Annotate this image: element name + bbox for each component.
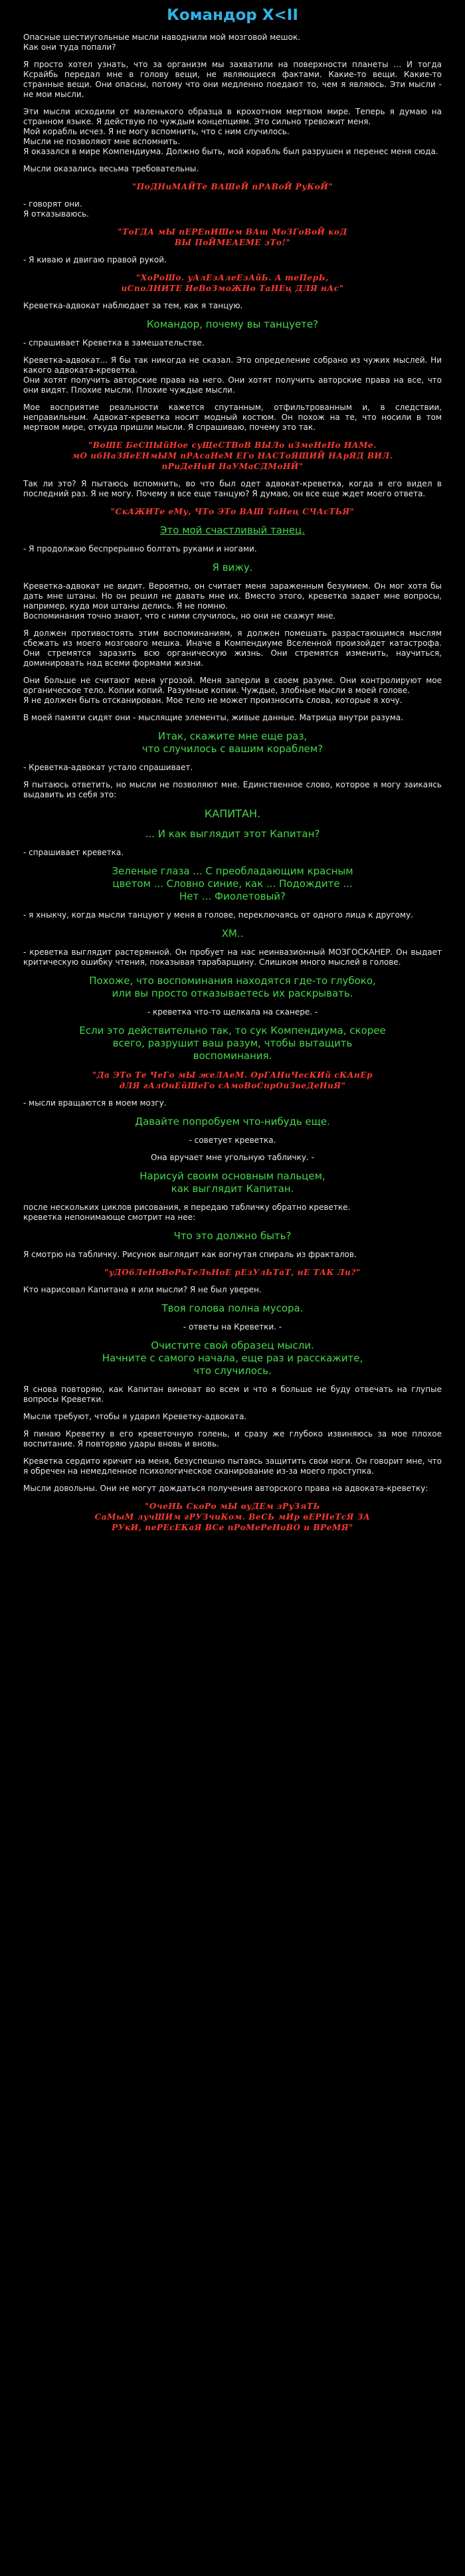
text-line: креветка непонимающе смотрит на нее: bbox=[23, 1213, 196, 1222]
text-line: после нескольких циклов рисования, я передаю табличку обратно креветке. bbox=[23, 1203, 351, 1212]
text-line: Она вручает мне угольную табличку. - bbox=[151, 1153, 314, 1162]
text-line: мО ибНаЗЯеЕНмЫМ пРАсаНеМ ЕГо НАСТоЯЩИЙ НАрЯД ВИЛ. bbox=[72, 451, 393, 460]
text-line: Мое восприятие реальности кажется спутанным, отфильтрованным и, в следствии, неправильным. Адвокат-креветка носит модный костюм. Он похож на те, что носили в том мертвом мире, откуда пришли мысли. Я спрашиваю, почему это так. bbox=[23, 403, 442, 432]
text-line: Я снова повторяю, как Капитан виноват во всем и что я больше не буду отвечать на глупые вопросы Креветки. bbox=[23, 1385, 442, 1404]
dialogue-speech bbox=[23, 1302, 442, 1315]
text-line: "ВоШЕ БеСПЫйНое суЩеСТВоВ ВЫЛо иЗмеНеНо НАМе. bbox=[88, 441, 377, 450]
narration-paragraph bbox=[23, 848, 442, 858]
narration-paragraph bbox=[23, 199, 442, 219]
text-line: Мысли довольны. Они не могут дождаться получения авторского права на адвоката-креветку: bbox=[23, 1484, 428, 1493]
thought-speech bbox=[23, 1267, 442, 1278]
dialogue-speech bbox=[23, 1170, 442, 1195]
text-line: Мысли не позволяют мне вспомнить. bbox=[23, 137, 181, 146]
text-line: Они больше не считают меня угрозой. Меня заперли в своем разуме. Они контролируют мое органическое тело. Копии копий. Разумные копии. Чуждые, злобные мысли в моей голове. bbox=[23, 676, 442, 695]
narration-paragraph bbox=[23, 947, 442, 967]
narration-paragraph bbox=[23, 1098, 442, 1108]
text-line: Эти мысли исходили от маленького образца в крохотном мертвом мире. Теперь я думаю на странном языке. Я действую по чуждым концепциям. Это сильно тревожит меня. bbox=[23, 107, 442, 126]
text-line: Кто нарисовал Капитана я или мысли? Я не был уверен. bbox=[23, 1285, 262, 1294]
text-line: - Я киваю и двигаю правой рукой. bbox=[23, 255, 167, 264]
dialogue-speech bbox=[23, 1025, 442, 1062]
narration-paragraph bbox=[23, 255, 442, 265]
text-line: Очистите свой образец мысли. bbox=[151, 1339, 314, 1351]
thought-speech bbox=[23, 1070, 442, 1091]
thought-speech bbox=[23, 272, 442, 294]
text-line: Я должен противостоять этим воспоминаниям, я должен помешать разрастающимся мыслям сбежать из моего мозгового мешка. Иначе в Компендиуме Вселенной произойдет катастрофа. Они стремятся заразить всю органическую жизнь. Они стремятся изменить, научиться, доминировать над всеми формами жизни. bbox=[23, 629, 442, 668]
narration-paragraph bbox=[23, 33, 442, 52]
thought-speech bbox=[23, 227, 442, 248]
dialogue-speech bbox=[23, 828, 442, 841]
dialogue-speech bbox=[23, 730, 442, 755]
narration-paragraph bbox=[23, 910, 442, 920]
text-line: Твоя голова полна мусора. bbox=[161, 1302, 304, 1314]
text-line: Опасные шестиугольные мысли наводнили мой мозговой мешок. bbox=[23, 33, 301, 42]
text-line: - говорят они. bbox=[23, 199, 82, 209]
narration-paragraph bbox=[23, 355, 442, 395]
narration-paragraph bbox=[23, 1285, 442, 1295]
text-line: Я оказался в мире Компендиума. Должно быть, мой корабль был разрушен и перенес меня сюда. bbox=[23, 147, 438, 156]
dialogue-speech bbox=[23, 561, 442, 574]
text-line: "Да ЭТо Те ЧеГо мЫ жеЛАеМ. ОрГАНиЧесКИй сКАнЕр bbox=[92, 1070, 373, 1080]
text-line: или вы просто отказываетесь их раскрывать. bbox=[112, 987, 353, 999]
narration-paragraph bbox=[23, 479, 442, 499]
text-line: ВЫ ПоЙМЕАЕМЕ эТо!" bbox=[174, 238, 291, 247]
dialogue-speech bbox=[23, 1116, 442, 1128]
text-line: Похоже, что воспоминания находятся где-то глубоко, bbox=[89, 975, 376, 987]
text-line: Я пытаюсь ответить, но мысли не позволяют мне. Единственное слово, которое я могу заикаясь выдавить из себя это: bbox=[23, 780, 442, 799]
text-line: - креветка что-то щелкала на сканере. - bbox=[147, 1007, 318, 1017]
text-line: ... И как выглядит этот Капитан? bbox=[145, 828, 320, 840]
text-line: всего, разрушит ваш разум, чтобы вытащить bbox=[112, 1037, 353, 1049]
text-line: Начните с самого начала, еще раз и расскажите, bbox=[102, 1352, 363, 1364]
text-line: Креветка-адвокат... Я бы так никогда не сказал. Это определение собрано из чужих мыслей. Ни какого адвоката-креветка. bbox=[23, 355, 442, 375]
narration-paragraph bbox=[23, 107, 442, 157]
thought-speech bbox=[23, 506, 442, 517]
thought-speech bbox=[23, 1501, 442, 1533]
text-line: "уДОбЛеНоВоРьТеЛьНоЕ рЕзУлЬТаТ, нЕ ТАК Ли?" bbox=[104, 1268, 361, 1277]
text-line: - спрашивает Креветка в замешательстве. bbox=[23, 338, 205, 347]
text-line: Нет ... Фиолетовый? bbox=[179, 890, 286, 902]
text-line: Креветка-адвокат не видит. Вероятно, он считает меня зараженным безумием. Он мог хотя бы дать мне штаны. Но он решил не давать мне их. Вместо этого, креветка задает мне вопросы, например, куда мои штаны делись. Я не помню. bbox=[23, 581, 442, 611]
narration-paragraph bbox=[23, 581, 442, 621]
text-line: Мой корабль исчез. Я не могу вспомнить, что с ним случилось. bbox=[23, 127, 290, 136]
text-line: что случилось с вашим кораблем? bbox=[141, 743, 324, 755]
text-line: - Креветка-адвокат устало спрашивает. bbox=[23, 763, 193, 772]
dialogue-speech bbox=[23, 865, 442, 903]
narration-paragraph bbox=[23, 763, 442, 773]
narration-paragraph bbox=[23, 338, 442, 348]
text-line: Как они туда попали? bbox=[23, 43, 116, 52]
story-content bbox=[23, 33, 442, 1533]
text-line: ХМ.. bbox=[221, 928, 244, 940]
narration-paragraph bbox=[23, 780, 442, 800]
text-line: Командор, почему вы танцуете? bbox=[146, 318, 319, 330]
text-line: Я пинаю Креветку в его креветочную голень, и сразу же глубоко извиняюсь за мое плохое воспитание. Я повторяю удары вновь и вновь. bbox=[23, 1429, 442, 1448]
text-line: Мысли требуют, чтобы я ударил Креветку-адвоката. bbox=[23, 1412, 247, 1421]
text-line: Это мой счастливый танец. bbox=[160, 524, 305, 536]
narration-paragraph bbox=[23, 1136, 442, 1145]
narration-paragraph bbox=[23, 1203, 442, 1223]
text-line: Если это действительно так, то сук Компендиума, скорее bbox=[79, 1025, 386, 1037]
page-title: Командор X<II bbox=[167, 7, 298, 24]
text-line: - советует креветка. bbox=[189, 1136, 276, 1145]
text-line: Я смотрю на табличку. Рисунок выглядит как вогнутая спираль из фракталов. bbox=[23, 1250, 357, 1259]
narration-paragraph bbox=[23, 301, 442, 311]
text-line: СаМыМ лучШИм гРУЗчиКом. ВеСЬ мИр вЕРНеТсЯ ЗА bbox=[94, 1512, 371, 1522]
narration-paragraph bbox=[23, 1153, 442, 1163]
narration-paragraph bbox=[23, 1412, 442, 1422]
text-line: Я не должен быть отсканирован. Мое тело не может произносить слова, которые я хочу. bbox=[23, 696, 403, 705]
text-line: "СкАЖИТе еМу, ЧТо ЭТо ВАШ ТаНец СЧАсТЬЯ" bbox=[110, 507, 355, 516]
narration-paragraph bbox=[23, 1385, 442, 1405]
narration-paragraph bbox=[23, 544, 442, 554]
narration-paragraph bbox=[23, 1250, 442, 1260]
text-line: воспоминания. bbox=[193, 1050, 272, 1062]
text-line: Воспоминания точно знают, что с ними случилось, но они не скажут мне. bbox=[23, 611, 336, 621]
dialogue-speech bbox=[23, 1339, 442, 1377]
text-line: Я вижу. bbox=[212, 561, 253, 573]
dialogue-speech bbox=[23, 318, 442, 331]
dialogue-speech bbox=[23, 524, 442, 537]
text-line: что случилось. bbox=[193, 1365, 272, 1377]
text-line: "ТоГДА мЫ пЕРЕпИШем ВАш МоЗГоВоЙ коД bbox=[118, 227, 347, 237]
text-line: как выглядит Капитан. bbox=[171, 1183, 294, 1195]
narration-paragraph bbox=[23, 629, 442, 668]
text-line: дЛЯ гАлОнЕйШеГо сАмоВоСпрОиЗвеДеНиЯ" bbox=[119, 1081, 346, 1090]
text-line: пРиДеНиИ НаУМаСДМоНЙ" bbox=[161, 462, 304, 471]
text-line: "ХоРоШо. уАлЕзАлеЕзАйЬ. А теПерЬ, bbox=[136, 273, 329, 282]
dialogue-speech bbox=[23, 928, 442, 940]
text-line: Нарисуй своим основным пальцем, bbox=[140, 1170, 326, 1182]
text-line: - Я продолжаю беспрерывно болтать руками и ногами. bbox=[23, 544, 257, 553]
text-line: - мысли вращаются в моем мозгу. bbox=[23, 1098, 167, 1108]
text-line: "ПоДНиМАЙТе ВАШеЙ пРАВоЙ РуКоЙ" bbox=[132, 182, 333, 191]
text-line: Мысли оказались весьма требовательны. bbox=[23, 164, 199, 173]
narration-paragraph bbox=[23, 1429, 442, 1449]
narration-paragraph bbox=[23, 1007, 442, 1017]
thought-speech bbox=[23, 440, 442, 472]
text-line: Они хотят получить авторские права на него. Они хотят получить авторские права на все, что они видят. Плохие мысли. Плохие чуждые мысли. bbox=[23, 375, 442, 395]
text-line: Креветка-адвокат наблюдает за тем, как я танцую. bbox=[23, 301, 243, 310]
text-line: КАПИТАН. bbox=[204, 807, 261, 820]
text-line: Так ли это? Я пытаюсь вспомнить, во что был одет адвокат-креветка, когда я его видел в последний раз. Я не могу. Почему я все еще танцую? Я думаю, он все еще ждет моего ответа. bbox=[23, 479, 442, 498]
dialogue-speech bbox=[23, 807, 442, 821]
narration-paragraph bbox=[23, 60, 442, 100]
text-line: В моей памяти сидят они - мыслящие элементы, живые данные. Матрица внутри разума. bbox=[23, 713, 404, 722]
text-line: Итак, скажите мне еще раз, bbox=[157, 730, 308, 742]
text-line: - спрашивает креветка. bbox=[23, 848, 124, 857]
text-line: Давайте попробуем что-нибудь еще. bbox=[135, 1116, 330, 1128]
dialogue-speech bbox=[23, 1230, 442, 1242]
narration-paragraph bbox=[23, 403, 442, 433]
text-line: Креветка сердито кричит на меня, безуспешно пытаясь защитить свои ноги. Он говорит мне, что я обречен на немедленное психологическое сканирование из-за моего проступка. bbox=[23, 1456, 442, 1476]
text-line: Что это должно быть? bbox=[173, 1230, 292, 1242]
text-line: - я хныкчу, когда мысли танцуют у меня в голове, переключаясь от одного лица к другому. bbox=[23, 910, 413, 920]
text-line: Я отказываюсь. bbox=[23, 209, 89, 219]
narration-paragraph bbox=[23, 1322, 442, 1332]
text-line: цветом ... Словно синие, как ... Подождите ... bbox=[112, 878, 353, 890]
narration-paragraph bbox=[23, 676, 442, 706]
narration-paragraph bbox=[23, 164, 442, 174]
dialogue-speech bbox=[23, 975, 442, 1000]
narration-paragraph bbox=[23, 1456, 442, 1476]
text-line: - ответы на Креветки. - bbox=[183, 1322, 282, 1332]
text-line: Я просто хотел узнать, что за организм мы захватили на поверхности планеты … И тогда Ксрайбь передал мне в голову вещи, не являющиеся фактами. Какие-то вещи. Какие-то странные вещи. Они опасны, потому что они медленно поедают то, чем я являюсь. Эти мысли - не мои мысли. bbox=[23, 60, 442, 99]
text-line: "ОчеНЬ СкоРо мЫ вуДЕм зРуЗяТЬ bbox=[145, 1502, 320, 1511]
text-line: иСпоЛНИТЕ НеВоЗмоЖНо ТаНЕц ДЛЯ нАс" bbox=[121, 284, 344, 293]
narration-paragraph bbox=[23, 713, 442, 723]
text-line: Зеленые глаза ... С преобладающим красным bbox=[112, 865, 353, 877]
narration-paragraph bbox=[23, 1484, 442, 1494]
text-line: РУкИ, пеРЕсЕКаЯ ВСе пРоМеРеНоВО и ВРеМЯ" bbox=[112, 1523, 353, 1532]
text-line: - креветка выглядит растерянной. Он пробует на нас неинвазионный МОЗГОСКАНЕР. Он выдает критическую ошибку чтения, показывая тарабарщину. Слишком много мыслей в голове. bbox=[23, 947, 442, 967]
thought-speech bbox=[23, 181, 442, 192]
